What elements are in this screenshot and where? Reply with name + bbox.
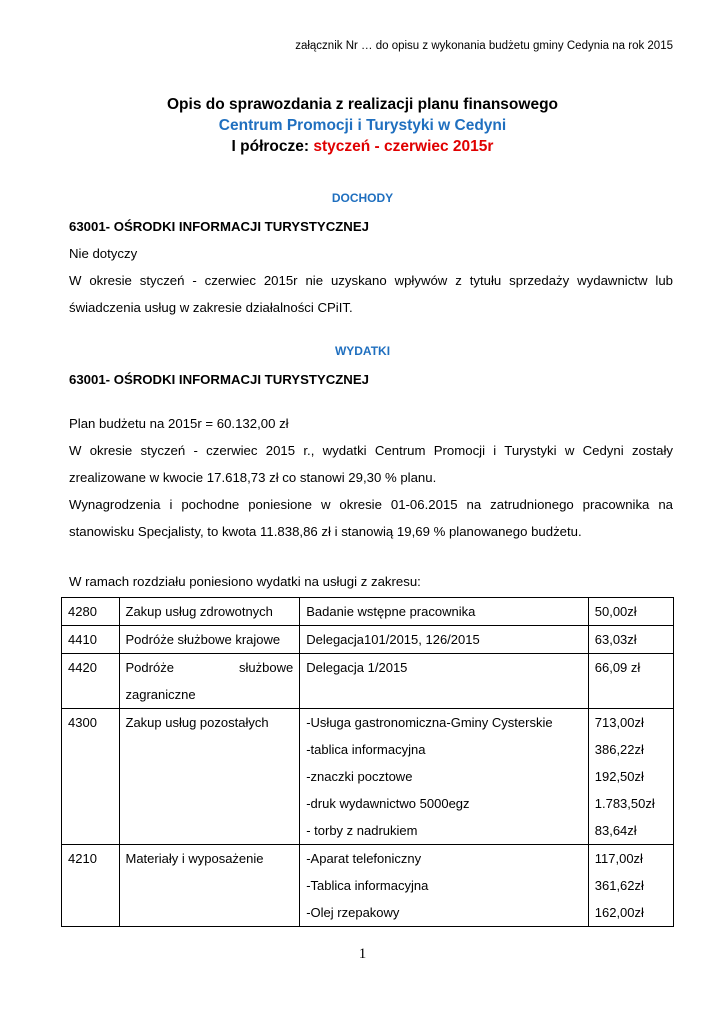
category-first-line xyxy=(126,654,294,681)
item-line: Badanie wstępne pracownika xyxy=(306,604,476,619)
amount-line: 1.783,50zł xyxy=(594,796,655,811)
item-line: Delegacja 1/2015 xyxy=(306,660,408,675)
page-number: 1 xyxy=(358,946,367,962)
expenses-section-title: 63001- OŚRODKI INFORMACJI TURYSTYCZNEJ xyxy=(69,372,369,387)
row-amounts xyxy=(588,709,673,845)
table-row xyxy=(62,626,674,654)
amount-line: 50,00zł xyxy=(594,604,637,619)
row-amounts xyxy=(588,598,673,626)
table-row xyxy=(62,845,674,927)
item-line: -Olej rzepakowy xyxy=(306,905,400,920)
amount-line: 713,00zł xyxy=(594,715,644,730)
organization-name: Centrum Promocji i Turystyki w Cedyni xyxy=(218,117,507,134)
row-items xyxy=(300,626,589,654)
amount-line: 63,03zł xyxy=(594,632,637,647)
row-category: Materiały i wyposażenie xyxy=(119,845,300,927)
period-prefix: I półrocze: xyxy=(231,138,314,155)
item-line: -znaczki pocztowe xyxy=(306,769,413,784)
report-title: Opis do sprawozdania z realizacji planu finansowego xyxy=(166,96,559,113)
expenses-table xyxy=(61,597,674,927)
title-block xyxy=(0,94,725,157)
row-category: Zakup usług pozostałych xyxy=(119,709,300,845)
period-dates: styczeń - czerwiec 2015r xyxy=(313,138,494,155)
table-row xyxy=(62,598,674,626)
row-items xyxy=(300,845,589,927)
row-category: Zakup usług zdrowotnych xyxy=(119,598,300,626)
table-intro: W ramach rozdziału poniesiono wydatki na usługi z zakresu: xyxy=(69,574,421,589)
row-items xyxy=(300,654,589,709)
category-word: służbowe xyxy=(239,660,294,675)
row-code: 4210 xyxy=(62,845,120,927)
row-code: 4280 xyxy=(62,598,120,626)
row-category: Podróże służbowe krajowe xyxy=(119,626,300,654)
expenses-summary: W okresie styczeń - czerwiec 2015 r., wydatki Centrum Promocji i Turystyki w Cedyni zostały zrealizowane w kwocie 17.618,73 zł co stanowi 29,30 % planu. xyxy=(69,443,673,485)
salary-summary: Wynagrodzenia i pochodne poniesione w okresie 01-06.2015 na zatrudnionego pracownika na stanowisku Specjalisty, to kwota 11.838,86 zł i stanowią 19,69 % planowanego budżetu. xyxy=(69,497,673,539)
category-word: Podróże xyxy=(125,660,174,675)
amount-line: 361,62zł xyxy=(594,878,644,893)
item-line: - torby z nadrukiem xyxy=(306,823,418,838)
row-items xyxy=(300,709,589,845)
item-line: -tablica informacyjna xyxy=(306,742,426,757)
income-heading: DOCHODY xyxy=(331,191,394,205)
item-line: -druk wydawnictwo 5000egz xyxy=(306,796,470,811)
amount-line: 66,09 zł xyxy=(594,660,641,675)
amount-line: 386,22zł xyxy=(594,742,644,757)
row-amounts xyxy=(588,626,673,654)
amount-line: 192,50zł xyxy=(594,769,644,784)
row-items xyxy=(300,598,589,626)
row-code: 4410 xyxy=(62,626,120,654)
document-header-note: załącznik Nr … do opisu z wykonania budżetu gminy Cedynia na rok 2015 xyxy=(295,40,673,52)
budget-plan: Plan budżetu na 2015r = 60.132,00 zł xyxy=(69,416,289,431)
item-line: Delegacja101/2015, 126/2015 xyxy=(306,632,480,647)
item-line: -Usługa gastronomiczna-Gminy Cysterskie xyxy=(306,715,553,730)
row-amounts xyxy=(588,654,673,709)
amount-line: 83,64zł xyxy=(594,823,637,838)
row-code: 4300 xyxy=(62,709,120,845)
report-period xyxy=(0,136,725,157)
item-line: -Tablica informacyjna xyxy=(306,878,429,893)
amount-line: 162,00zł xyxy=(594,905,644,920)
row-category xyxy=(119,654,300,709)
row-amounts xyxy=(588,845,673,927)
income-section-title: 63001- OŚRODKI INFORMACJI TURYSTYCZNEJ xyxy=(69,219,369,234)
row-code: 4420 xyxy=(62,654,120,709)
amount-line: 117,00zł xyxy=(594,851,643,866)
category-second-line: zagraniczne xyxy=(125,687,196,702)
income-description: W okresie styczeń - czerwiec 2015r nie uzyskano wpływów z tytułu sprzedaży wydawnictw lub świadczenia usług w zakresie działalności CPiIT. xyxy=(69,273,673,315)
expenses-heading: WYDATKI xyxy=(334,344,391,358)
item-line: -Aparat telefoniczny xyxy=(306,851,422,866)
table-row xyxy=(62,709,674,845)
table-row xyxy=(62,654,674,709)
income-not-applicable: Nie dotyczy xyxy=(69,246,138,261)
